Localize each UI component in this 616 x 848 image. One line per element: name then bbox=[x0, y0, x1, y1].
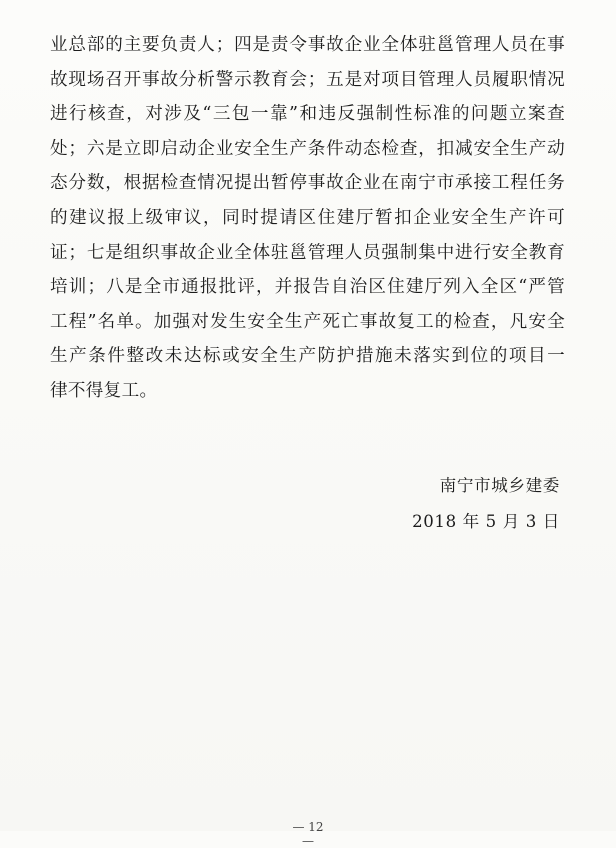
text-line: 的建议报上级审议，同时提请区住建厅暂扣企业安全生产许可 bbox=[50, 207, 565, 228]
body-paragraph bbox=[50, 28, 565, 409]
text-line: 业总部的主要负责人；四是责令事故企业全体驻邕管理人员在事 bbox=[50, 35, 565, 55]
page-number: — 12 — bbox=[292, 820, 324, 848]
text-line: 故现场召开事故分析警示教育会；五是对项目管理人员履职情况 bbox=[50, 69, 565, 90]
text-line: 工程”名单。加强对发生安全生产死亡事故复工的检查，凡安全 bbox=[50, 311, 565, 332]
text-line: 处；六是立即启动企业安全生产条件动态检查，扣减安全生产动 bbox=[50, 138, 565, 159]
text-line: 进行核查，对涉及“三包一靠”和违反强制性标准的问题立案查 bbox=[50, 104, 565, 125]
text-line: 培训；八是全市通报批评，并报告自治区住建厅列入全区“严管 bbox=[50, 277, 565, 298]
signature-date: 2018 年 5 月 3 日 bbox=[412, 512, 560, 531]
text-line: 态分数，根据检查情况提出暂停事故企业在南宁市承接工程任务 bbox=[50, 173, 565, 194]
text-line: 生产条件整改未达标或安全生产防护措施未落实到位的项目一 bbox=[50, 346, 565, 367]
text-line-last: 律不得复工。 bbox=[50, 380, 158, 401]
signature-organization: 南宁市城乡建委 bbox=[439, 476, 560, 495]
text-line: 证；七是组织事故企业全体驻邕管理人员强制集中进行安全教育 bbox=[50, 242, 565, 263]
